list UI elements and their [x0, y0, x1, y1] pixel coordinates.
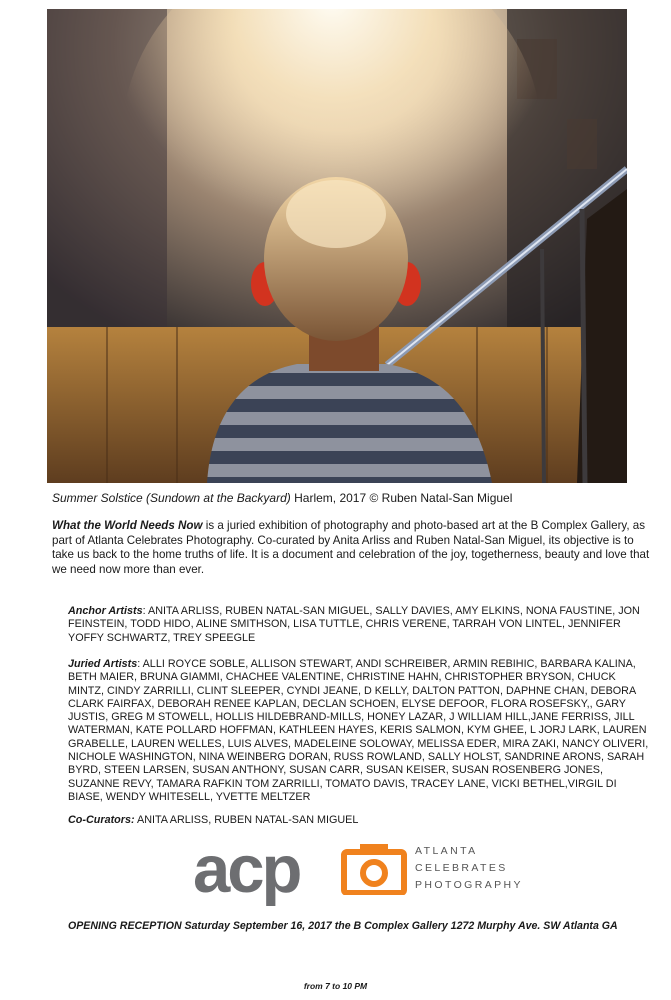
co-curators-names: ANITA ARLISS, RUBEN NATAL-SAN MIGUEL	[134, 814, 359, 826]
juried-artists-names: : ALLI ROYCE SOBLE, ALLISON STEWART, ANDI SCHREIBER, ARMIN REBIHIC, BARBARA KALINA, BETH MAIER, BRUNA GIAMMI, CHACHEE VALENTINE, CHRISTINE HAHN, CHRISTOPHER BRYSON, CHUCK MINTZ, CINDY ZARRILLI, CLINT SLEEPER, CYNDI JEANE, D KELLY, DALTON PATTON, DAPHNE CHAN, DEBORA CLARK FAIRFAX, DEBORAH RENEE KAPLAN, DECLAN SCHOEN, ELYSE DEFOOR, FLORA ROSEFSKY,, GARY JUSTIS, GREG M STOWELL, HOLLIS HILDEBRAND-MILLS, HONEY LAZAR, J WILLIAM HILL,JANE FERRISS, JILL WATERMAN, KATE POLLARD HOFFMAN, KATHLEEN HAYES, KERIS SALMON, KYM GHEE, L JORJ LARK, LAUREN GRABELLE, LAUREN WELLES, LUIS ALVES, MADELEINE SOLOWAY, MELISSA EDER, MIRA ZAKI, NANCY OLIVERI, NICHOLE WASHINGTON, NINA WEINBERG DORAN, RUSS ROWLAND, SALLY HOLST, SANDRINE ARONS, SARAH BYRD, STEEN LARSEN, SUSAN ANTHONY, SUSAN CARR, SUSAN KEISER, SUSAN ROSENBERG JONES, SUZANNE REVY, TAMARA RAFKIN TOM ZARRILLI, TOMATO DAVIS, TRACEY LANE, VICKI BETHEL,VIRGIL DI BIASE, WENDY WHITESELL, YVETTE MELTZER	[68, 658, 649, 803]
photo-title: Summer Solstice (Sundown at the Backyard)	[52, 491, 291, 505]
anchor-artists-label: Anchor Artists	[68, 605, 143, 617]
intro-text: is a juried exhibition of photography and photo-based art at the B Complex Gallery, as part of Atlanta Celebrates Photography. Co-curated by Anita Arliss and Ruben Natal-San Miguel, its objective is to take us back to the home truths of life. It is a document and celebration of the joy, togetherness, beauty and love that we need now more than ever.	[52, 519, 650, 576]
exhibition-title: What the World Needs Now	[52, 519, 203, 532]
camera-icon	[341, 843, 407, 895]
juried-artists-label: Juried Artists	[68, 658, 138, 670]
juried-artists	[68, 658, 653, 804]
reception-time: from 7 to 10 PM	[303, 981, 368, 991]
logo-word-atlanta: ATLANTA	[415, 845, 478, 857]
co-curators	[68, 814, 653, 827]
acp-logo-words	[415, 843, 523, 894]
anchor-artists-names: : ANITA ARLISS, RUBEN NATAL-SAN MIGUEL, SALLY DAVIES, AMY ELKINS, NONA FAUSTINE, JON FEINSTEIN, TODD HIDO, ALINE SMITHSON, LISA TUTTLE, CHRIS VERENE, TARRAH VON LINTEL, JENNIFER YOFFY SCHWARTZ, TREY SPEEGLE	[68, 605, 640, 644]
intro-paragraph	[52, 519, 657, 577]
logo-word-celebrates: CELEBRATES	[415, 862, 508, 874]
exhibition-photo	[47, 9, 627, 483]
photo-credit: Harlem, 2017 © Ruben Natal-San Miguel	[290, 491, 513, 505]
anchor-artists	[68, 605, 653, 645]
logo-word-photography: PHOTOGRAPHY	[415, 879, 523, 891]
opening-reception: OPENING RECEPTION Saturday September 16, 2017 the B Complex Gallery 1272 Murphy Ave. SW Atlanta GA	[68, 920, 618, 932]
photo-artwork	[47, 9, 627, 483]
co-curators-label: Co-Curators:	[68, 814, 135, 826]
acp-logo-mark: acp	[193, 832, 300, 907]
photo-caption	[52, 491, 652, 505]
